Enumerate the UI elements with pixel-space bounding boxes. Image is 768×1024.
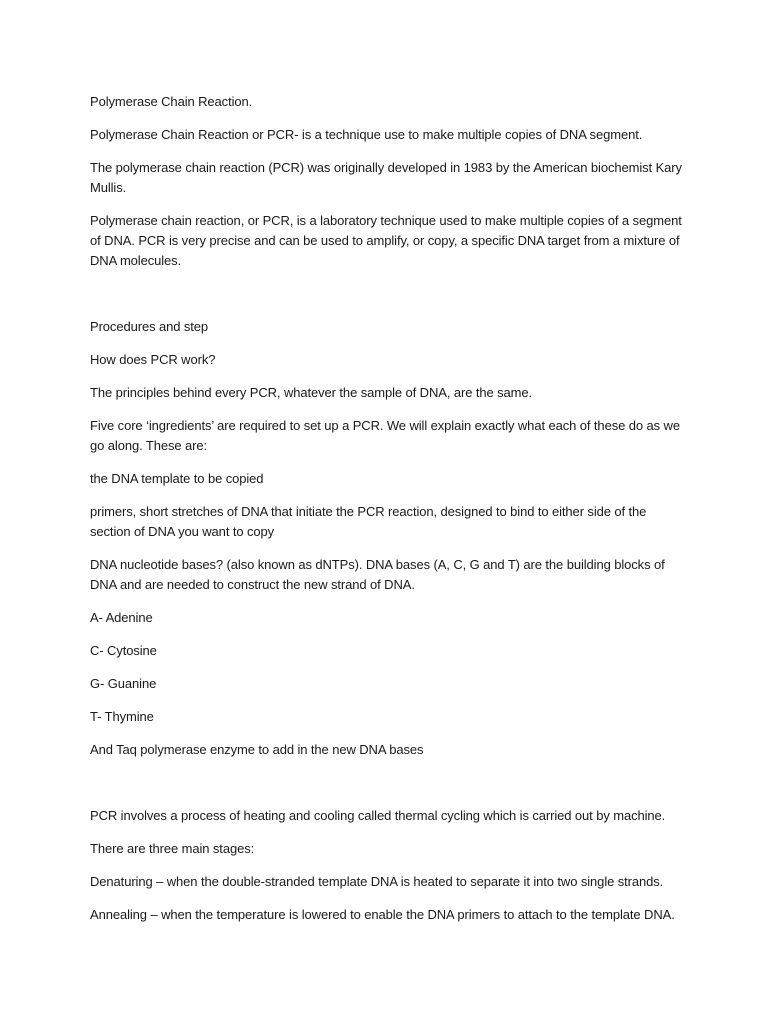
paragraph-principles: The principles behind every PCR, whatever the sample of DNA, are the same.	[90, 385, 533, 400]
base-cytosine: C- Cytosine	[90, 643, 157, 658]
paragraph-history: The polymerase chain reaction (PCR) was originally developed in 1983 by the American biochemist Kary Mullis.	[90, 160, 682, 195]
paragraph-definition: Polymerase Chain Reaction or PCR- is a technique use to make multiple copies of DNA segment.	[90, 127, 643, 142]
ingredient-taq: And Taq polymerase enzyme to add in the new DNA bases	[90, 742, 424, 757]
ingredient-primers: primers, short stretches of DNA that initiate the PCR reaction, designed to bind to either side of the section of DNA you want to copy	[90, 504, 647, 539]
base-guanine: G- Guanine	[90, 676, 157, 691]
stage-annealing: Annealing – when the temperature is lowered to enable the DNA primers to attach to the template DNA.	[90, 907, 675, 922]
document-body	[90, 92, 682, 925]
paragraph-ingredients: Five core ‘ingredients’ are required to set up a PCR. We will explain exactly what each of these do as we go along. These are:	[90, 418, 680, 453]
paragraph-thermal-cycling: PCR involves a process of heating and cooling called thermal cycling which is carried out by machine.	[90, 808, 666, 823]
section-heading-procedures: Procedures and step	[90, 319, 209, 334]
ingredient-nucleotides: DNA nucleotide bases? (also known as dNTPs). DNA bases (A, C, G and T) are the building blocks of DNA and are needed to construct the new strand of DNA.	[90, 557, 665, 592]
base-thymine: T- Thymine	[90, 709, 154, 724]
base-adenine: A- Adenine	[90, 610, 153, 625]
section-question: How does PCR work?	[90, 352, 216, 367]
stage-denaturing: Denaturing – when the double-stranded template DNA is heated to separate it into two single strands.	[90, 874, 664, 889]
paragraph-overview: Polymerase chain reaction, or PCR, is a laboratory technique used to make multiple copies of a segment of DNA. PCR is very precise and can be used to amplify, or copy, a specific DNA target from a mixture of DNA molecules.	[90, 213, 682, 268]
paragraph-stages-intro: There are three main stages:	[90, 841, 255, 856]
document-title: Polymerase Chain Reaction.	[90, 94, 253, 109]
ingredient-template: the DNA template to be copied	[90, 471, 264, 486]
